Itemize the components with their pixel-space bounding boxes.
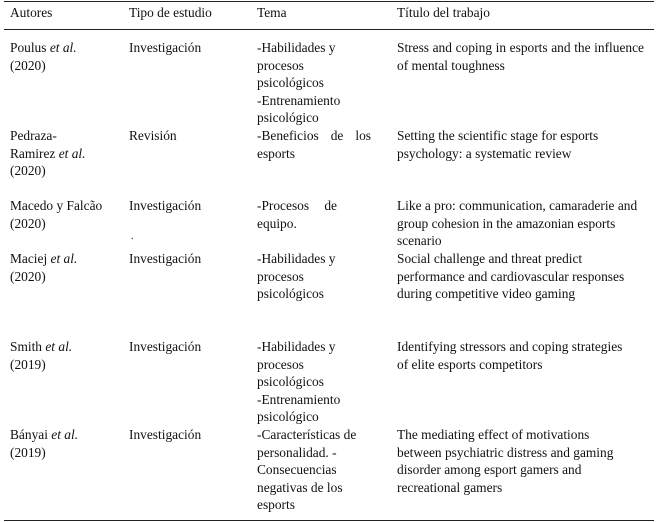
table-header-rule	[4, 29, 654, 30]
table-row-topic: -Habilidades y procesos psicológicos -Entrenamiento psicológico	[257, 40, 341, 126]
column-header-autores: Autores	[10, 5, 53, 20]
table-row-topic: -Procesos de equipo.	[257, 198, 337, 231]
table-row-topic: -Habilidades y procesos psicológicos -Entrenamiento psicológico	[257, 339, 341, 425]
table-row-author: Bányai et al. (2019)	[10, 427, 79, 460]
table-row-type: Investigación	[129, 40, 202, 55]
table-row-author: Poulus et al. (2020)	[10, 40, 77, 73]
table-row-type: Revisión	[129, 128, 177, 143]
table-row-type: Investigación	[129, 427, 202, 442]
table-row-author: Macedo y Falcão (2020)	[10, 198, 103, 231]
table-row-topic: -Beneficios de los esports	[257, 128, 371, 161]
table-row-topic: -Características de personalidad. -Consecuencias negativas de los esports	[257, 427, 357, 513]
table-row-type: Investigación	[129, 339, 202, 354]
table-row-author: Maciej et al. (2020)	[10, 251, 78, 284]
table-row-author: Smith et al. (2019)	[10, 339, 73, 372]
table-row-type: Investigación	[129, 251, 202, 266]
column-header-titulo-del-trabajo: Título del trabajo	[397, 5, 490, 20]
table-row-title: Social challenge and threat predict performance and cardiovascular responses during competitive video gaming	[397, 251, 625, 302]
stray-dot-mark: .	[131, 231, 134, 242]
table-row-title: Identifying stressors and coping strategies of elite esports competitors	[397, 339, 623, 372]
table-row-title: Stress and coping in esports and the influence of mental toughness	[397, 40, 644, 73]
table-row-title: Like a pro: communication, camaraderie and group cohesion in the amazonian esports scenario	[397, 198, 638, 249]
table-top-rule	[4, 1, 654, 2]
column-header-tema: Tema	[257, 5, 287, 20]
table-row-author: Pedraza- Ramirez et al. (2020)	[10, 128, 86, 179]
table-row-type: Investigación	[129, 198, 202, 213]
table-row-title: The mediating effect of motivations between psychiatric distress and gaming disorder among esport gamers and recreational gamers	[397, 427, 614, 495]
table-bottom-rule	[4, 520, 654, 521]
table-row-topic: -Habilidades y procesos psicológicos	[257, 251, 336, 302]
column-header-tipo-de-estudio: Tipo de estudio	[129, 5, 212, 20]
table-row-title: Setting the scientific stage for esports psychology: a systematic review	[397, 128, 599, 161]
